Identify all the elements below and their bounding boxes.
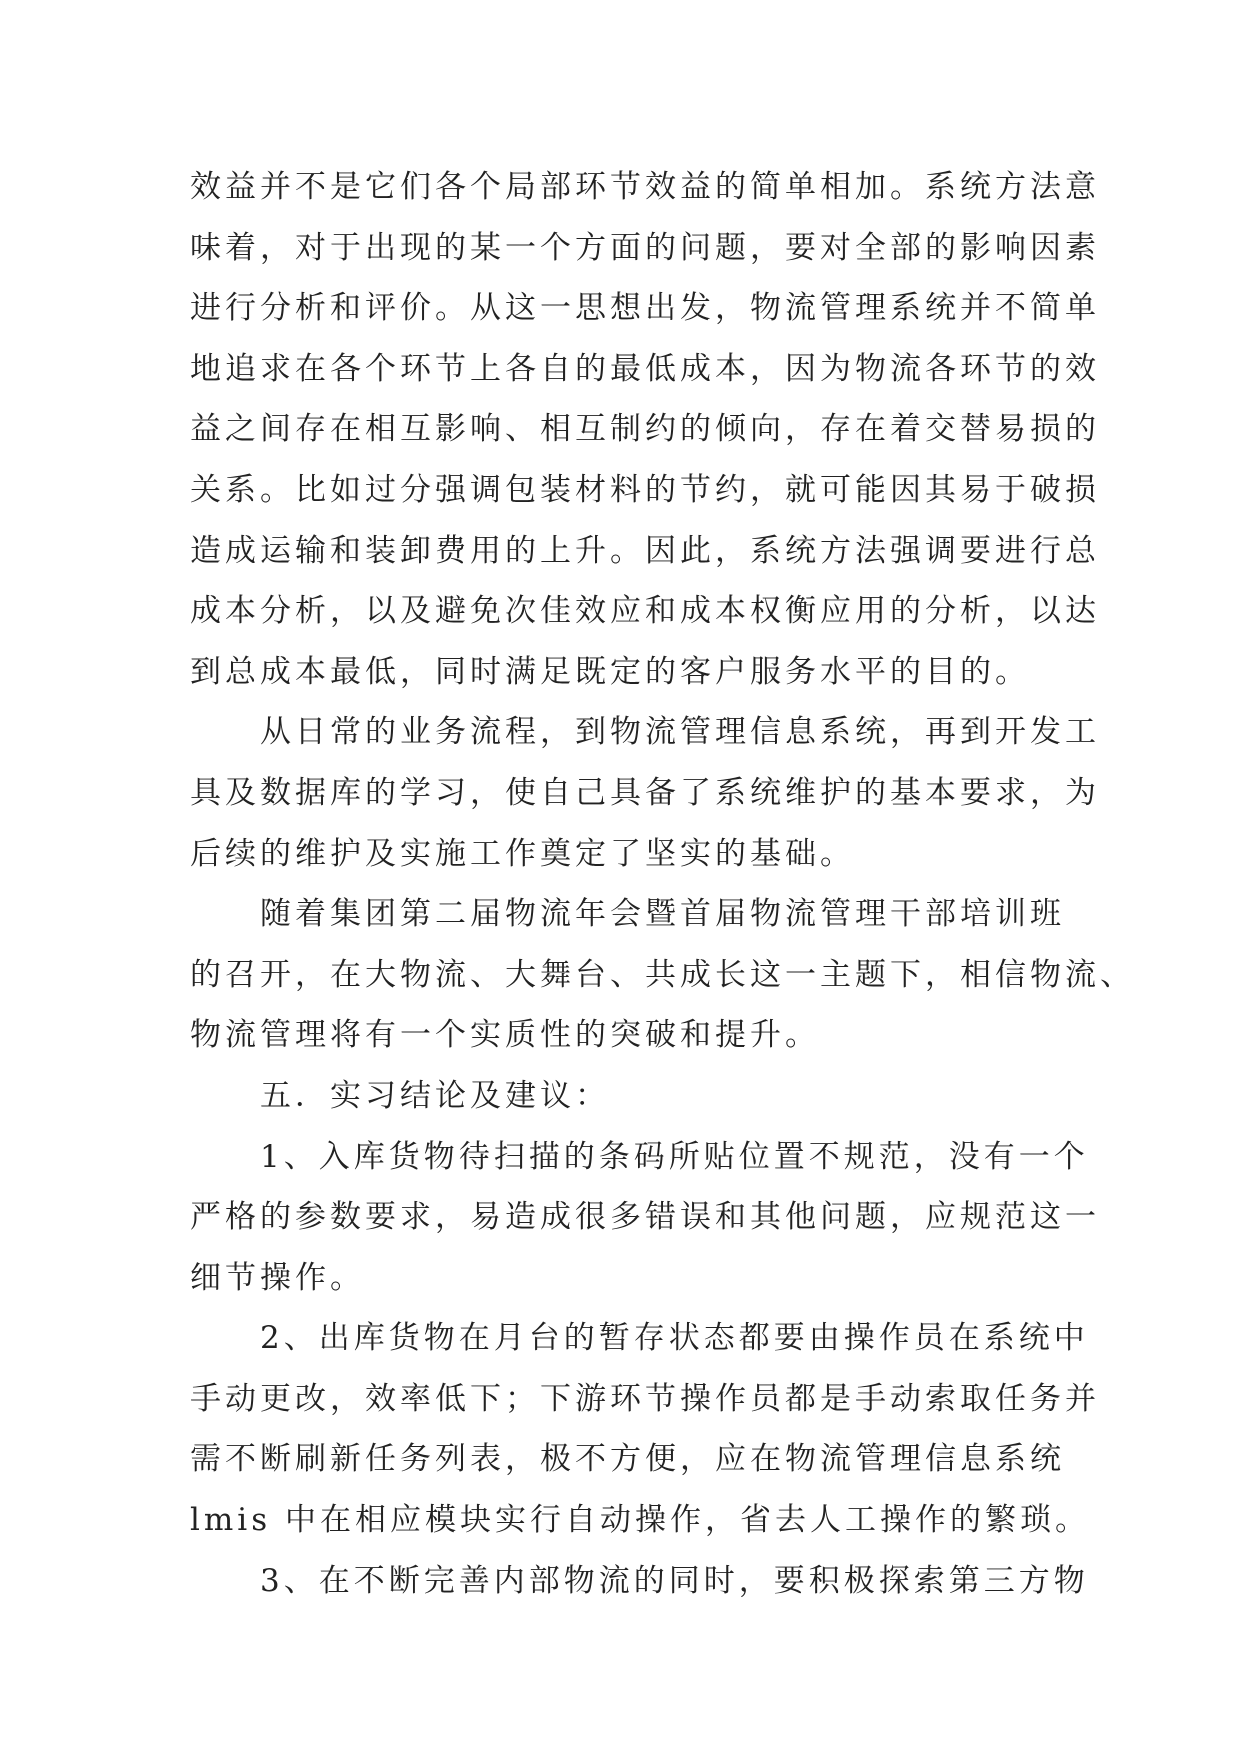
text-line: 造成运输和装卸费用的上升。因此，系统方法强调要进行总	[190, 532, 1100, 569]
body-text	[190, 157, 1135, 1611]
text-line: 具及数据库的学习，使自己具备了系统维护的基本要求，为	[190, 774, 1100, 811]
text-line: 成本分析，以及避免次佳效应和成本权衡应用的分析，以达	[190, 593, 1100, 630]
text-line: 味着，对于出现的某一个方面的问题，要对全部的影响因素	[190, 229, 1100, 266]
text-line: lmis 中在相应模块实行自动操作，省去人工操作的繁琐。	[190, 1502, 1090, 1539]
text-line: 后续的维护及实施工作奠定了坚实的基础。	[190, 835, 855, 872]
text-line: 从日常的业务流程，到物流管理信息系统，再到开发工	[260, 714, 1100, 751]
text-line: 五．实习结论及建议：	[260, 1077, 610, 1114]
text-line: 进行分析和评价。从这一思想出发，物流管理系统并不简单	[190, 290, 1100, 327]
text-line: 地追求在各个环节上各自的最低成本，因为物流各环节的效	[190, 350, 1100, 387]
text-line: 手动更改，效率低下；下游环节操作员都是手动索取任务并	[190, 1380, 1100, 1417]
text-line: 关系。比如过分强调包装材料的节约，就可能因其易于破损	[190, 471, 1100, 508]
text-line: 的召开，在大物流、大舞台、共成长这一主题下，相信物流、	[190, 956, 1135, 993]
text-line: 1、入库货物待扫描的条码所贴位置不规范，没有一个	[260, 1138, 1089, 1175]
text-line: 益之间存在相互影响、相互制约的倾向，存在着交替易损的	[190, 411, 1100, 448]
text-line: 2、出库货物在月台的暂存状态都要由操作员在系统中	[260, 1320, 1089, 1357]
text-line: 严格的参数要求，易造成很多错误和其他问题，应规范这一	[190, 1199, 1100, 1236]
text-line: 随着集团第二届物流年会暨首届物流管理干部培训班	[260, 896, 1065, 933]
text-line: 细节操作。	[190, 1259, 365, 1296]
text-line: 3、在不断完善内部物流的同时，要积极探索第三方物	[260, 1562, 1089, 1599]
text-line: 物流管理将有一个实质性的突破和提升。	[190, 1017, 820, 1054]
text-line: 到总成本最低，同时满足既定的客户服务水平的目的。	[190, 653, 1030, 690]
text-line: 效益并不是它们各个局部环节效益的简单相加。系统方法意	[190, 169, 1100, 205]
text-line: 需不断刷新任务列表，极不方便，应在物流管理信息系统	[190, 1441, 1065, 1478]
